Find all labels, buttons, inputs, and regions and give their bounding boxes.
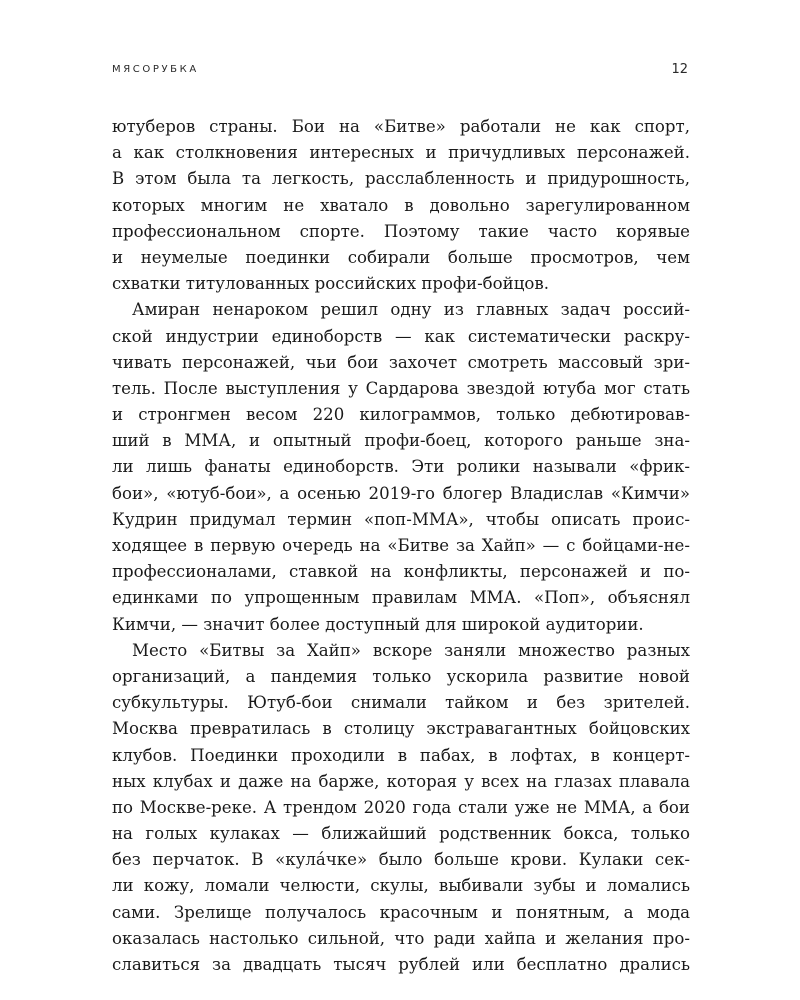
text-line: ли лишь фанаты единоборств. Эти ролики называли «фрик- bbox=[112, 457, 690, 477]
text-line: организаций, а пандемия только ускорила развитие новой bbox=[112, 666, 690, 686]
text-line: а как столкновения интересных и причудливых персонажей. bbox=[112, 143, 690, 163]
text-line: ской индустрии единоборств — как систематически раскру- bbox=[112, 326, 690, 346]
book-title: МЯСОРУБКА bbox=[112, 64, 199, 75]
text-line: субкультуры. Ютуб-бои снимали тайком и без зрителей. bbox=[112, 693, 690, 713]
text-line: профессионалами, ставкой на конфликты, персонажей и по- bbox=[112, 562, 690, 582]
text-line: чивать персонажей, чьи бои захочет смотреть массовый зри- bbox=[112, 352, 690, 372]
text-line: профессиональном спорте. Поэтому такие часто корявые bbox=[112, 221, 690, 241]
text-line: и стронгмен весом 220 килограммов, только дебютировав- bbox=[112, 405, 690, 425]
paragraph-3 bbox=[112, 638, 690, 978]
text-line: ютуберов страны. Бои на «Битве» работали не как спорт, bbox=[112, 117, 690, 136]
text-line: без перчаток. В «кулáчке» было больше крови. Кулаки сек- bbox=[112, 850, 690, 870]
text-line: ли кожу, ломали челюсти, скулы, выбивали зубы и ломались bbox=[112, 876, 690, 896]
text-line: на голых кулаках — ближайший родственник бокса, только bbox=[112, 824, 690, 844]
text-line: Амиран ненароком решил одну из главных задач россий- bbox=[132, 300, 690, 320]
text-line: Кудрин придумал термин «поп-ММА», чтобы описать проис- bbox=[112, 509, 690, 529]
body-text bbox=[112, 114, 690, 978]
paragraph-2 bbox=[112, 297, 690, 637]
paragraph-1 bbox=[112, 114, 690, 297]
text-line: схватки титулованных российских профи-бойцов. bbox=[112, 274, 550, 294]
text-line: В этом была та легкость, расслабленность и придурошность, bbox=[112, 169, 690, 189]
text-line: славиться за двадцать тысяч рублей или бесплатно дрались bbox=[112, 955, 690, 974]
text-line: которых многим не хватало в довольно зарегулированном bbox=[112, 195, 690, 215]
text-line: по Москве-реке. А трендом 2020 года стали уже не ММА, а бои bbox=[112, 797, 690, 817]
text-line: ных клубах и даже на барже, которая у всех на глазах плавала bbox=[112, 771, 690, 791]
text-line: тель. После выступления у Сардарова звездой ютуба мог стать bbox=[112, 378, 690, 398]
text-line: ходящее в первую очередь на «Битве за Хайп» — с бойцами-не- bbox=[112, 536, 690, 555]
text-line: бои», «ютуб-бои», а осенью 2019-го блогер Владислав «Кимчи» bbox=[112, 483, 690, 503]
text-line: клубов. Поединки проходили в пабах, в лофтах, в концерт- bbox=[112, 745, 690, 765]
page-number: 12 bbox=[671, 62, 688, 77]
text-line: единками по упрощенным правилам ММА. «Поп», объяснял bbox=[112, 588, 690, 608]
text-line: и неумелые поединки собирали больше просмотров, чем bbox=[112, 247, 690, 267]
running-header bbox=[112, 60, 688, 84]
text-line: сами. Зрелище получалось красочным и понятным, а мода bbox=[112, 902, 690, 922]
text-line: Москва превратилась в столицу экстравагантных бойцовских bbox=[112, 719, 690, 739]
text-line: Кимчи, — значит более доступный для широкой аудитории. bbox=[112, 614, 644, 634]
text-line: Место «Битвы за Хайп» вскоре заняли множество разных bbox=[132, 640, 690, 660]
text-line: ший в ММА, и опытный профи-боец, которого раньше зна- bbox=[112, 431, 690, 451]
text-line: оказалась настолько сильной, что ради хайпа и желания про- bbox=[112, 928, 690, 948]
